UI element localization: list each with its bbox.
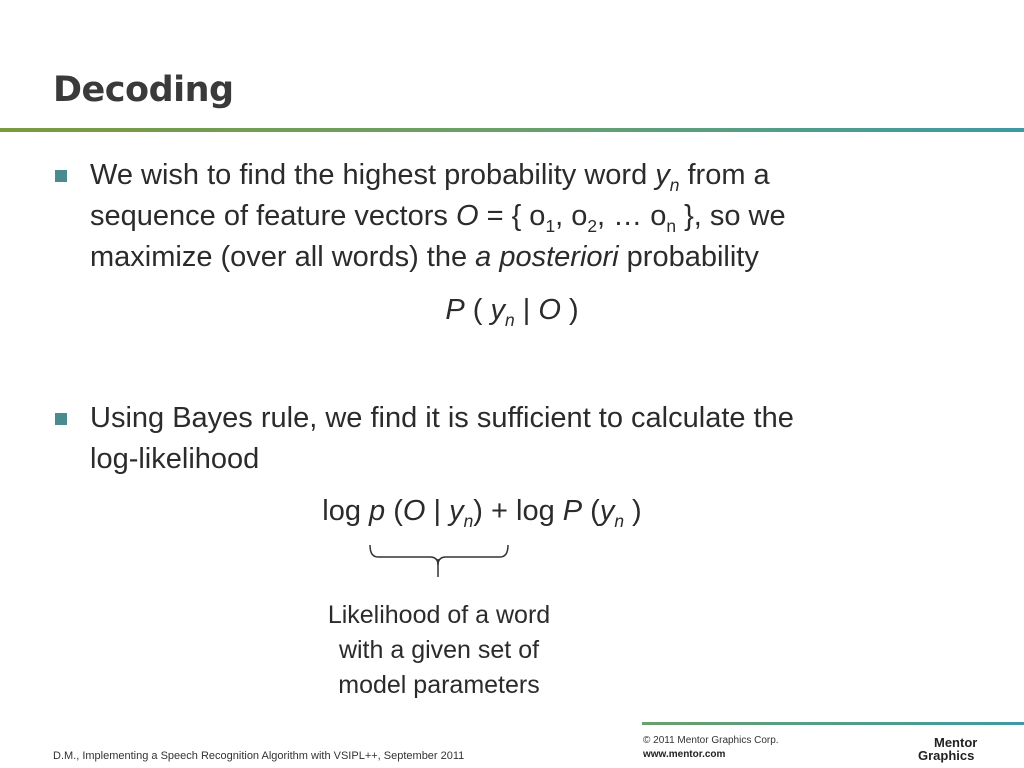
- likelihood-annotation: Likelihood of a word with a given set of model parameters: [327, 601, 551, 699]
- copyright-text: © 2011 Mentor Graphics Corp.: [643, 735, 779, 746]
- posterior-formula: P ( $y_n$ | O ): [445, 294, 579, 330]
- footer-citation: D.M., Implementing a Speech Recognition Algorithm with VSIPL++, September 2011: [53, 750, 465, 762]
- svg-text:Mentor: Mentor: [934, 735, 978, 750]
- bullet-1-line-2: sequence of feature vectors O = { $o_1$, $o_2$, … $o_n$ }, so we: [90, 200, 786, 236]
- footer-divider: [642, 722, 1024, 725]
- bullet-text-1: [90, 155, 970, 278]
- bullet-marker-1: [55, 170, 67, 182]
- bullet-2-line-1: Using Bayes rule, we find it is sufficient to calculate the: [90, 402, 794, 434]
- log-likelihood-formula: log p (O | $y_n) + \log P$ ($y_n$ ): [322, 495, 642, 531]
- slide-title: Decoding: [53, 70, 234, 110]
- bullet-text-2: [90, 398, 970, 480]
- website-link[interactable]: www.mentor.com: [643, 749, 726, 760]
- symbol-O: O: [455, 200, 479, 232]
- svg-text:Graphics: Graphics: [918, 748, 975, 763]
- mentor-graphics-logo: [916, 735, 996, 763]
- bullet-1-line-3: maximize (over all words) the a posteriori probability: [90, 241, 759, 273]
- bullet-1-line-1: We wish to find the highest probability word $y_n$ from a: [90, 159, 770, 195]
- symbol-y: y: [655, 159, 670, 191]
- underbrace-icon: [364, 543, 514, 579]
- title-divider: [0, 128, 1024, 132]
- bullet-marker-2: [55, 413, 67, 425]
- bullet-2-line-2: log-likelihood: [90, 443, 260, 475]
